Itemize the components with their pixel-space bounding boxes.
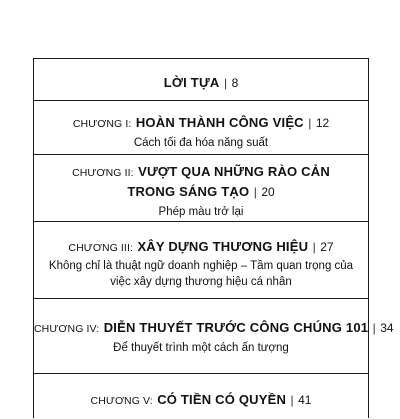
chapter-page: 34 bbox=[380, 321, 394, 335]
separator: | bbox=[290, 393, 294, 407]
chapter-label: CHƯƠNG IV: bbox=[34, 323, 100, 335]
preface-page: 8 bbox=[231, 76, 239, 90]
chapter-label: CHƯƠNG III: bbox=[68, 242, 133, 254]
chapter-page: 20 bbox=[261, 185, 275, 199]
separator: | bbox=[253, 185, 257, 199]
chapter-page: 27 bbox=[320, 240, 334, 254]
chapter-title-line-2: TRONG SÁNG TẠO bbox=[127, 184, 250, 199]
separator: | bbox=[223, 76, 228, 90]
chapter-label: CHƯƠNG V: bbox=[90, 395, 153, 407]
table-of-contents bbox=[33, 58, 394, 418]
chapter-heading bbox=[34, 390, 368, 410]
chapter-title: DIỄN THUYẾT TRƯỚC CÔNG CHÚNG 101 bbox=[103, 320, 369, 335]
separator: | bbox=[372, 321, 376, 335]
separator: | bbox=[312, 240, 316, 254]
chapter-title: HOÀN THÀNH CÔNG VIỆC bbox=[135, 115, 304, 130]
chapter-description-line-1: Không chỉ là thuật ngữ doanh nghiệp – Tầm quan trọng của bbox=[48, 260, 354, 272]
chapter-description: Phép màu trở lại bbox=[158, 206, 244, 218]
chapter-heading bbox=[34, 162, 368, 182]
chapter-description: Để thuyết trình một cách ấn tượng bbox=[113, 342, 289, 354]
chapter-title: CÓ TIỀN CÓ QUYỀN bbox=[157, 392, 287, 407]
toc-entry-chapter-5 bbox=[34, 374, 368, 419]
chapter-title: XÂY DỰNG THƯƠNG HIỆU bbox=[137, 239, 309, 254]
toc-entry-chapter-1 bbox=[34, 101, 368, 155]
toc-entry-chapter-3 bbox=[34, 222, 368, 299]
toc-entry-chapter-4 bbox=[34, 299, 394, 374]
chapter-heading bbox=[34, 113, 368, 133]
separator: | bbox=[308, 116, 312, 130]
chapter-page: 12 bbox=[315, 116, 330, 130]
chapter-label: CHƯƠNG II: bbox=[72, 167, 134, 179]
preface-title: LỜI TỰA bbox=[163, 75, 220, 90]
chapter-title-line-1: VƯỢT QUA NHỮNG RÀO CẢN bbox=[138, 164, 330, 179]
chapter-page: 41 bbox=[298, 393, 312, 407]
preface-line bbox=[34, 73, 368, 93]
toc-entry-preface bbox=[34, 59, 368, 101]
toc-entry-chapter-2 bbox=[34, 155, 368, 222]
chapter-description bbox=[34, 259, 368, 290]
chapter-heading bbox=[34, 318, 394, 338]
chapter-label: CHƯƠNG I: bbox=[72, 118, 132, 130]
chapter-heading-continued bbox=[34, 182, 368, 202]
chapter-description: Cách tối đa hóa năng suất bbox=[133, 137, 269, 149]
chapter-heading bbox=[34, 237, 368, 257]
chapter-description-line-2: việc xây dựng thương hiệu cá nhân bbox=[110, 275, 292, 288]
